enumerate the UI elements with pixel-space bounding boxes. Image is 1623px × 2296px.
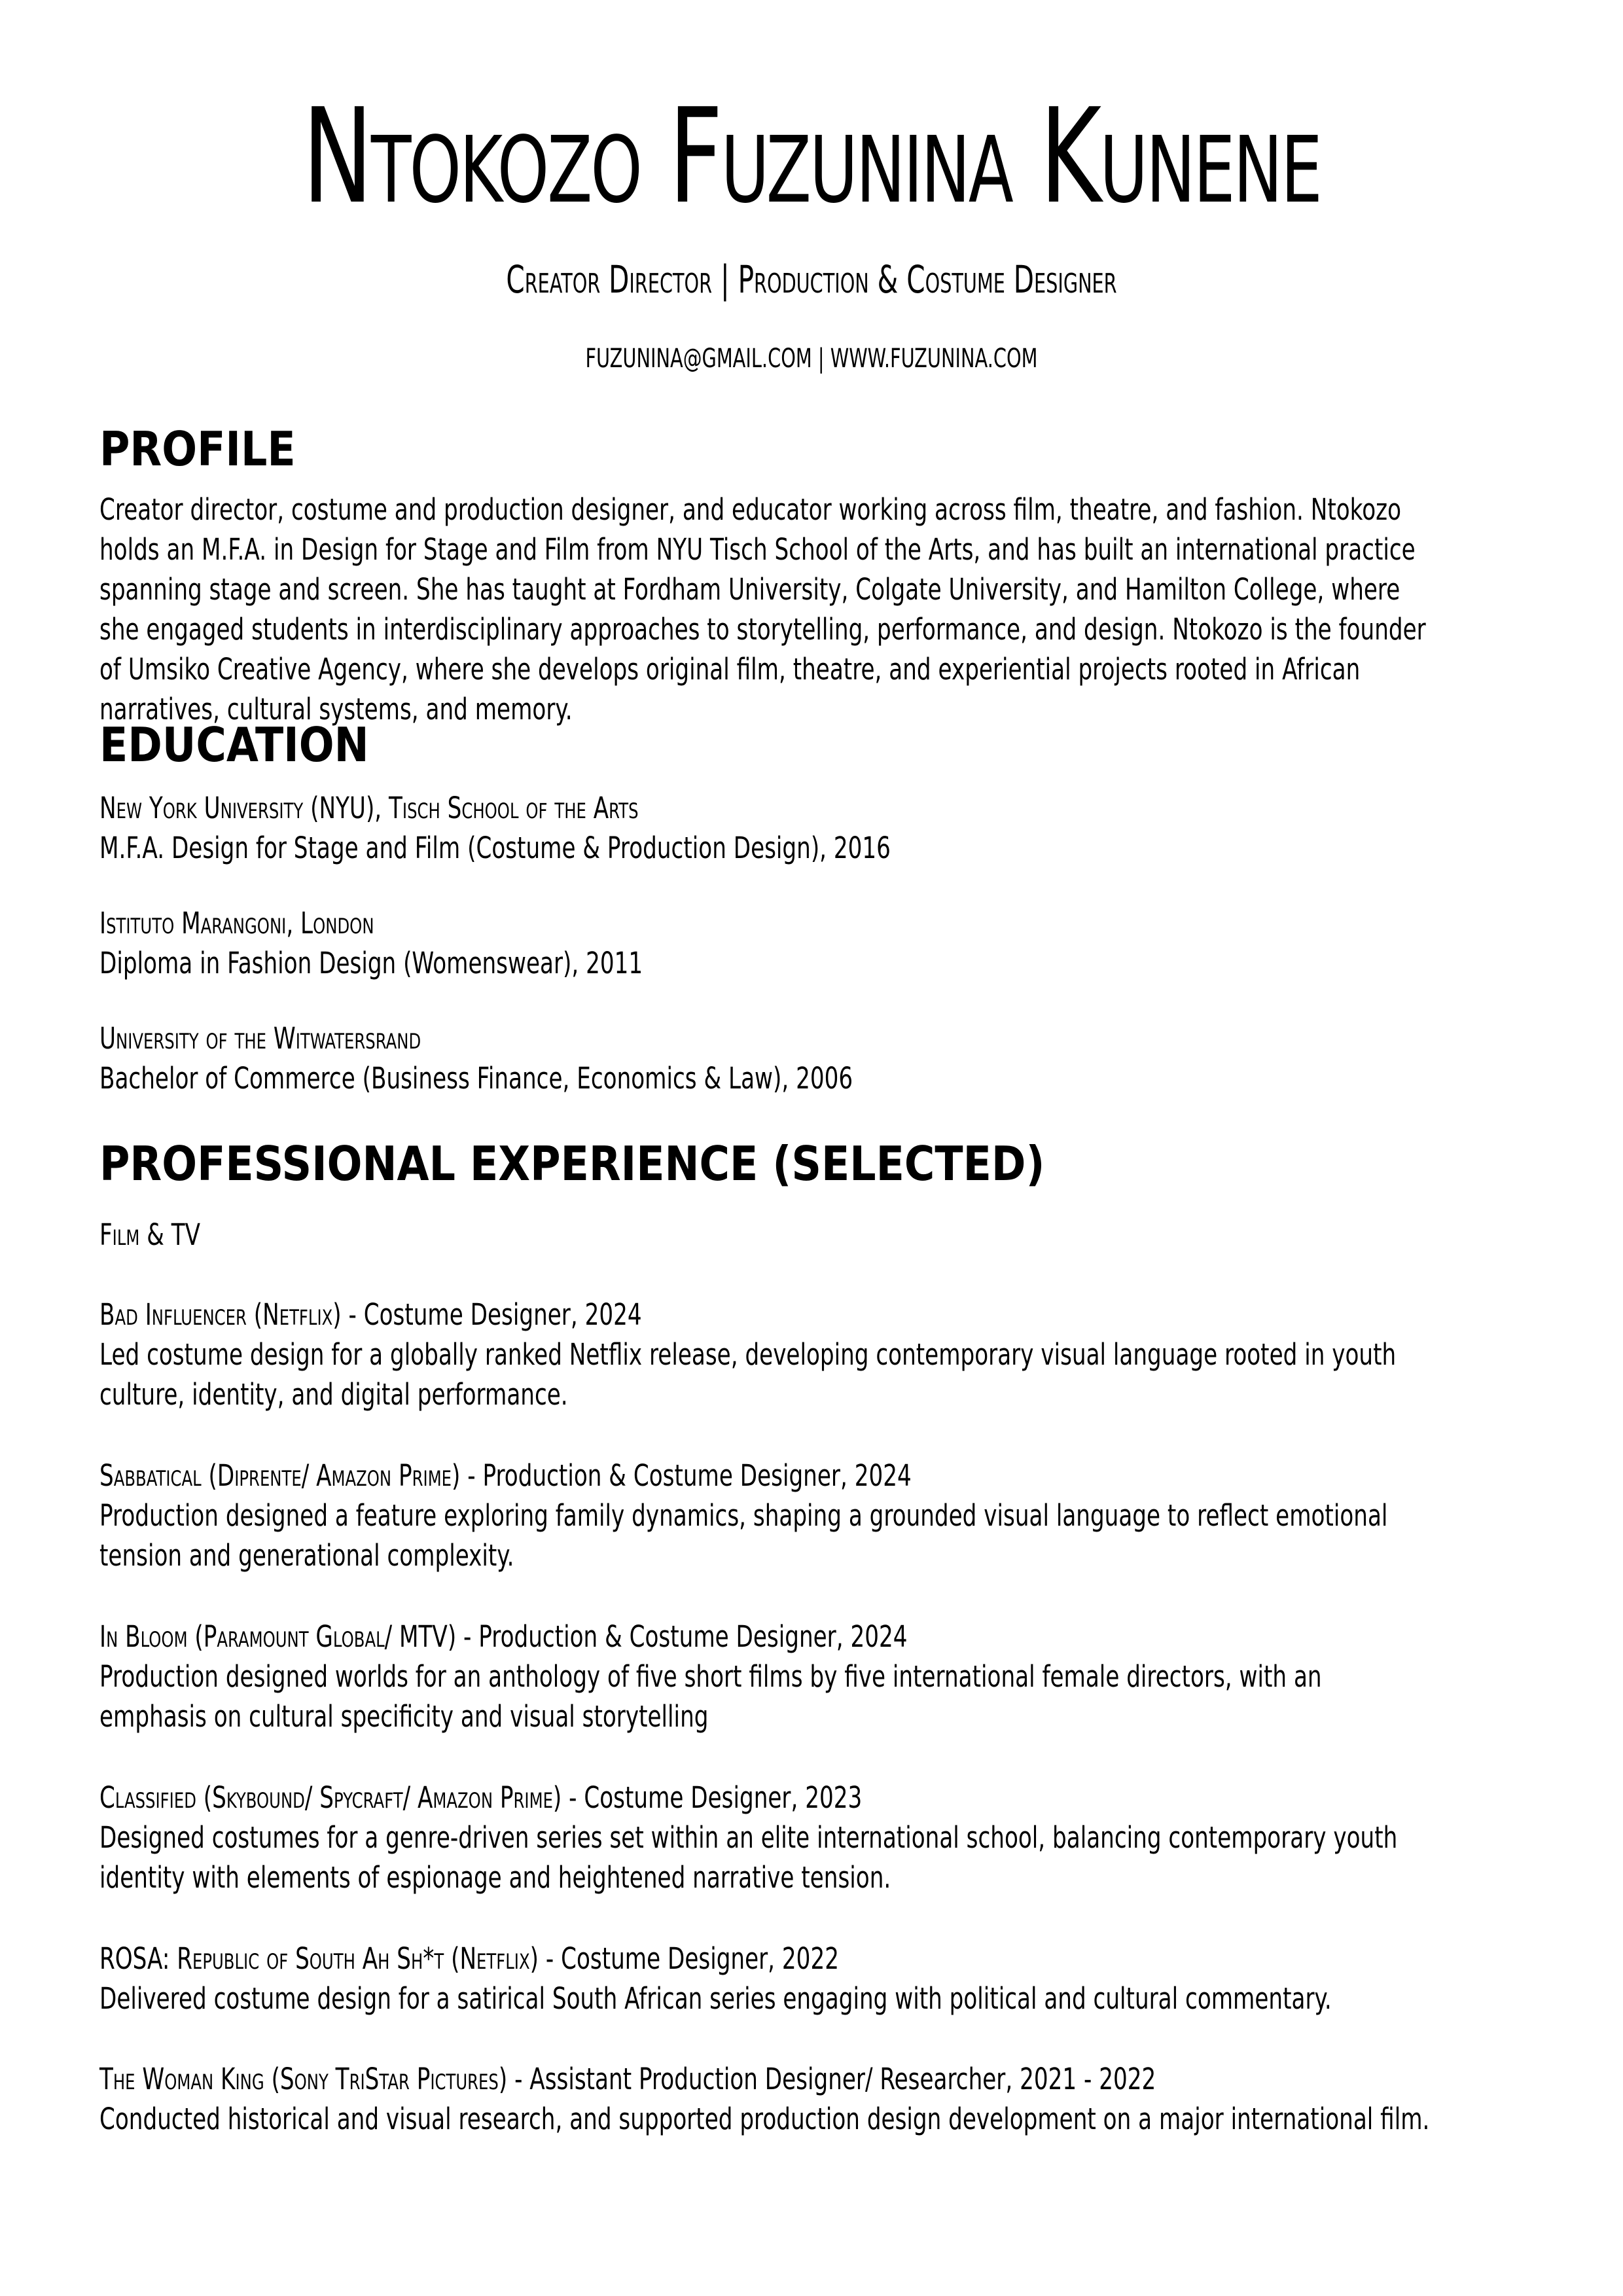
experience-heading: PROFESSIONAL EXPERIENCE (SELECTED)	[99, 1136, 1045, 1191]
education-degree: Diploma in Fashion Design (Womenswear), 2011	[99, 946, 643, 980]
experience-role: - Costume Designer, 2024	[341, 1297, 642, 1332]
experience-project: Classified (Skybound/ Spycraft/ Amazon Prime)	[99, 1780, 562, 1815]
experience-project: The Woman King (Sony TriStar Pictures)	[99, 2062, 508, 2096]
experience-role: - Costume Designer, 2022	[538, 1941, 839, 1976]
experience-title-line	[99, 1617, 908, 1657]
experience-project: ROSA: Republic of South Ah Sh*t (Netflix)	[99, 1941, 539, 1976]
education-degree: Bachelor of Commerce (Business Finance, Economics & Law), 2006	[99, 1061, 853, 1096]
education-institution: Istituto Marangoni, London	[99, 906, 374, 941]
experience-project: In Bloom (Paramount Global/ MTV)	[99, 1619, 457, 1654]
experience-project: Sabbatical (Diprente/ Amazon Prime)	[99, 1458, 461, 1493]
experience-title-line	[99, 1295, 642, 1335]
contact-line: FUZUNINA@GMAIL.COM | WWW.FUZUNINA.COM	[585, 344, 1038, 374]
experience-title-line	[99, 1456, 912, 1496]
education-institution: New York University (NYU), Tisch School of the Arts	[99, 791, 639, 825]
experience-description: Delivered costume design for a satirical South African series engaging with political and cultural commentary.	[99, 1981, 1332, 2016]
experience-role: - Assistant Production Designer/ Researcher, 2021 - 2022	[507, 2062, 1156, 2096]
education-institution: University of the Witwatersrand	[99, 1021, 421, 1056]
experience-description: Conducted historical and visual research, and supported production design development on a major international film.	[99, 2102, 1430, 2136]
experience-description: Designed costumes for a genre-driven series set within an elite international school, balancing contemporary youth identity with elements of espionage and heightened narrative tension.	[99, 1820, 1398, 1895]
experience-role: - Production & Costume Designer, 2024	[456, 1619, 908, 1654]
profile-heading: PROFILE	[99, 422, 296, 476]
experience-title-line	[99, 2059, 1156, 2099]
profile-text: Creator director, costume and production designer, and educator working across film, theatre, and fashion. Ntokozo holds an M.F.A. in Design for Stage and Film from NYU Tisch School of the Arts, and has built an international practice spanning stage and screen. She has taught at Fordham University, Colgate University, and Hamilton College, where she engaged students in interdisciplinary approaches to storytelling, performance, and design. Ntokozo is the founder of Umsiko Creative Agency, where she develops original film, theatre, and experiential projects rooted in African narratives, cultural systems, and memory.	[99, 492, 1426, 726]
experience-description: Led costume design for a globally ranked Netflix release, developing contemporary visual language rooted in youth culture, identity, and digital performance.	[99, 1337, 1397, 1412]
experience-description: Production designed a feature exploring family dynamics, shaping a grounded visual language to reflect emotional tension and generational complexity.	[99, 1498, 1388, 1573]
education-heading: EDUCATION	[99, 717, 369, 772]
candidate-name: Ntokozo Fuzunina Kunene	[302, 81, 1321, 233]
experience-role: - Production & Costume Designer, 2024	[460, 1458, 912, 1493]
experience-description: Production designed worlds for an anthology of five short films by five international female directors, with an emphasis on cultural specificity and visual storytelling	[99, 1659, 1322, 1734]
education-degree: M.F.A. Design for Stage and Film (Costume & Production Design), 2016	[99, 831, 891, 865]
experience-title-line	[99, 1778, 862, 1818]
experience-title-line	[99, 1939, 839, 1979]
candidate-titles: Creator Director | Production & Costume Designer	[506, 257, 1117, 302]
experience-project: Bad Influencer (Netflix)	[99, 1297, 342, 1332]
experience-category: Film & TV	[99, 1217, 201, 1252]
experience-role: - Costume Designer, 2023	[562, 1780, 863, 1815]
